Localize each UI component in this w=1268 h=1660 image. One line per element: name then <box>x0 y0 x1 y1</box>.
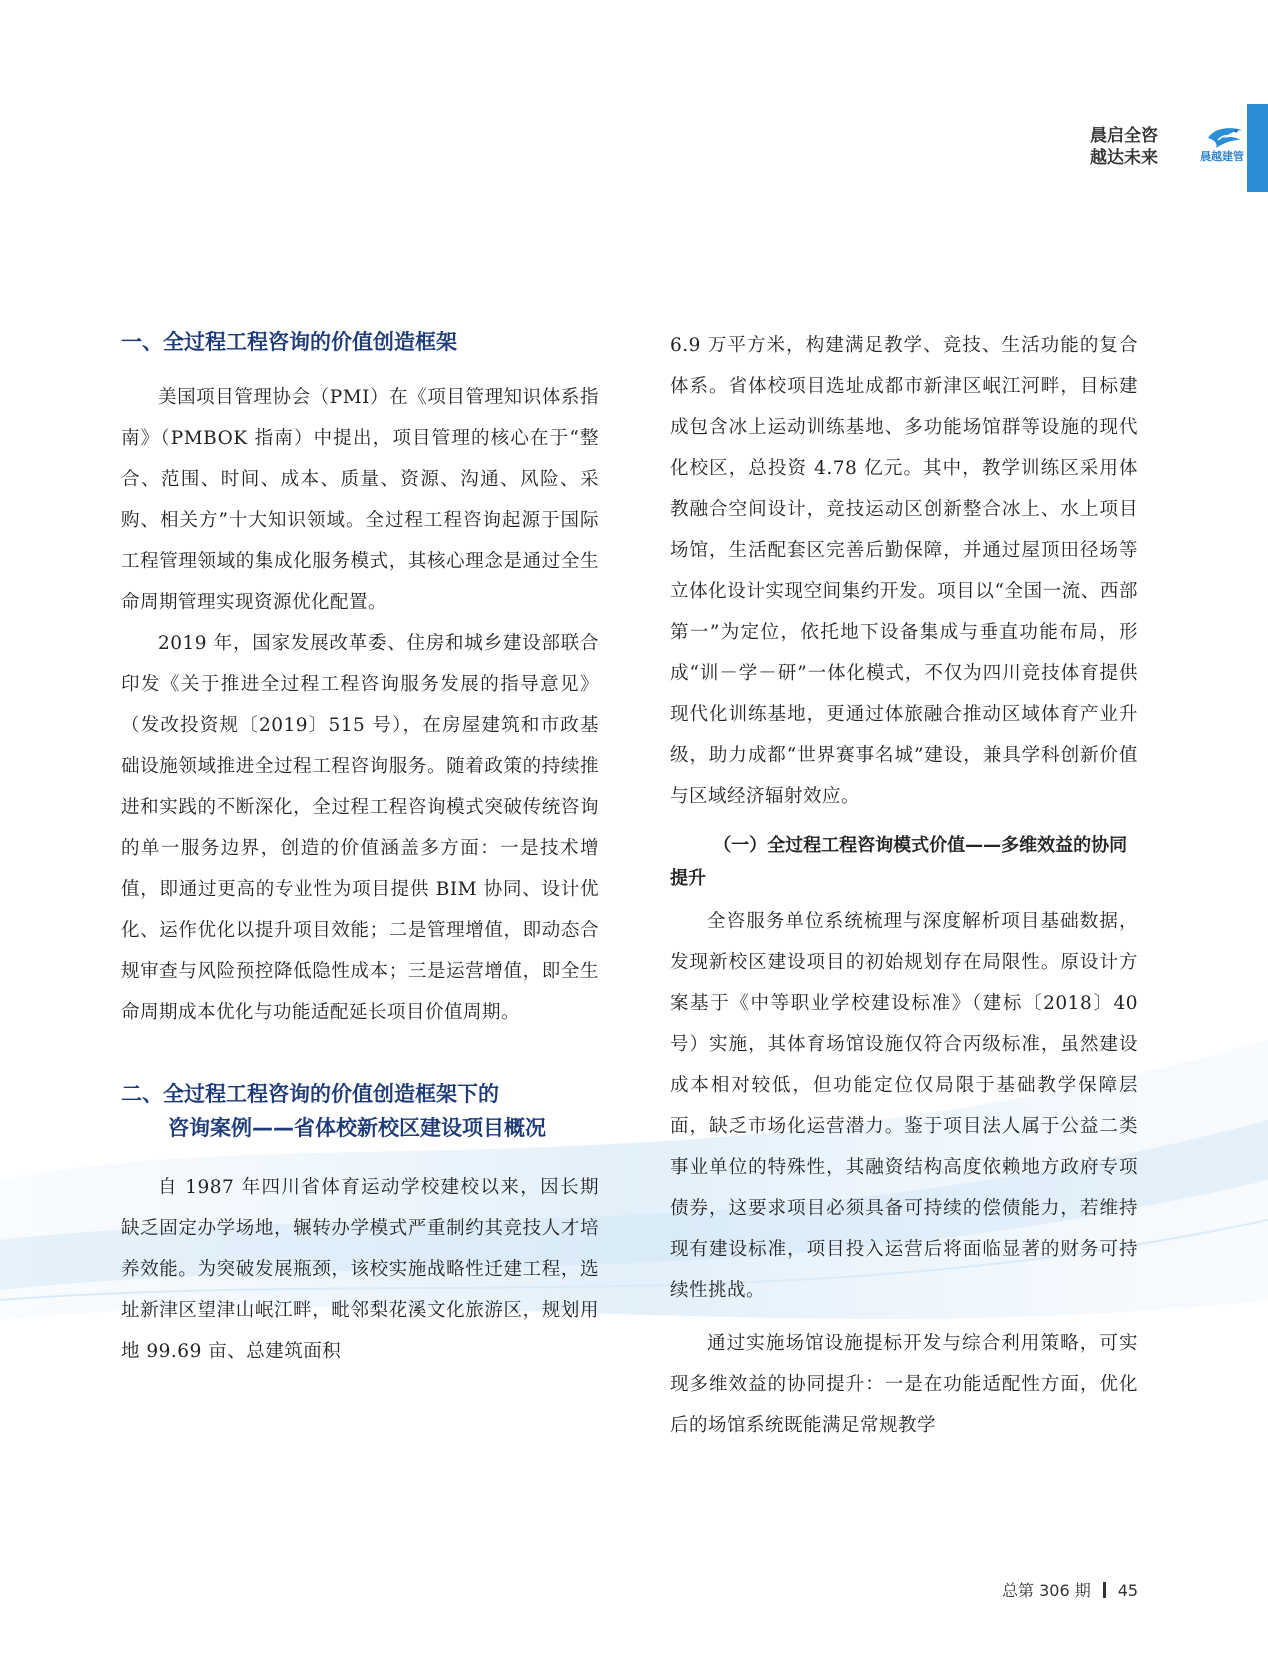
page-number: 45 <box>1117 1581 1139 1600</box>
right-column <box>670 325 1138 1446</box>
issue-number: 总第 306 期 <box>1002 1581 1091 1600</box>
subsection-1-paragraph-1: 全咨服务单位系统梳理与深度解析项目基础数据，发现新校区建设项目的初始规划存在局限性。原设计方案基于《中等职业学校建设标准》（建标〔2018〕40 号）实施，其体育场馆设施仅符合丙级标准，虽然建设成本相对较低，但功能定位仅局限于基础教学保障层面，缺乏市场化运营潜力。鉴于项目法人属于公益二类事业单位的特殊性，其融资结构高度依赖地方政府专项债券，这要求项目必须具备可持续的偿债能力，若维持现有建设标准，项目投入运营后将面临显著的财务可持续性挑战。 <box>670 911 1138 1301</box>
edge-tab-decoration <box>1247 104 1268 192</box>
section-1-paragraph-1: 美国项目管理协会（PMI）在《项目管理知识体系指南》（PMBOK 指南）中提出，项目管理的核心在于“整合、范围、时间、成本、质量、资源、沟通、风险、采购、相关方”十大知识领域。全过程工程咨询起源于国际工程管理领域的集成化服务模式，其核心理念是通过全生命周期管理实现资源优化配置。 <box>121 387 599 613</box>
section-2-title-line-2: 咨询案例——省体校新校区建设项目概况 <box>168 1116 546 1140</box>
page-footer <box>1002 1578 1138 1601</box>
section-2-title <box>121 1077 599 1145</box>
section-2-paragraph-left: 自 1987 年四川省体育运动学校建校以来，因长期缺乏固定办学场地，辗转办学模式严重制约其竞技人才培养效能。为突破发展瓶颈，该校实施战略性迁建工程，选址新津区望津山岷江畔，毗邻梨花溪文化旅游区，规划用地 99.69 亩、总建筑面积 <box>121 1177 599 1362</box>
tagline-line-1: 晨启全咨 <box>1090 126 1158 146</box>
section-1-title: 一、全过程工程咨询的价值创造框架 <box>121 330 457 354</box>
footer-divider <box>1103 1582 1106 1598</box>
tagline-line-2: 越达未来 <box>1090 148 1158 168</box>
logo-text: 晨越建管 <box>1200 150 1244 163</box>
header-tagline <box>1090 125 1190 169</box>
section-1-paragraph-2: 2019 年，国家发展改革委、住房和城乡建设部联合印发《关于推进全过程工程咨询服务发展的指导意见》（发改投资规〔2019〕515 号），在房屋建筑和市政基础设施领域推进全过程工程咨询服务。随着政策的持续推进和实践的不断深化，全过程工程咨询模式突破传统咨询的单一服务边界，创造的价值涵盖多方面：一是技术增值，即通过更高的专业性为项目提供 BIM 协同、设计优化、运作优化以提升项目效能；二是管理增值，即动态合规审查与风险预控降低隐性成本；三是运营增值，即全生命周期成本优化与功能适配延长项目价值周期。 <box>121 633 599 1023</box>
left-column <box>121 325 599 1372</box>
section-2-title-line-1: 二、全过程工程咨询的价值创造框架下的 <box>121 1082 499 1106</box>
subsection-1-paragraph-2: 通过实施场馆设施提标开发与综合利用策略，可实现多维效益的协同提升：一是在功能适配性方面，优化后的场馆系统既能满足常规教学 <box>670 1333 1138 1436</box>
section-2-paragraph-right: 6.9 万平方米，构建满足教学、竞技、生活功能的复合体系。省体校项目选址成都市新津区岷江河畔，目标建成包含冰上运动训练基地、多功能场馆群等设施的现代化校区，总投资 4.78 亿元。其中，教学训练区采用体教融合空间设计，竞技运动区创新整合冰上、水上项目场馆，生活配套区完善后勤保障，并通过屋顶田径场等立体化设计实现空间集约开发。项目以“全国一流、西部第一”为定位，依托地下设备集成与垂直功能布局，形成“训－学－研”一体化模式，不仅为四川竞技体育提供现代化训练基地，更通过体旅融合推动区域体育产业升级，助力成都“世界赛事名城”建设，兼具学科创新价值与区域经济辐射效应。 <box>670 335 1138 807</box>
subsection-1-title: （一）全过程工程咨询模式价值——多维效益的协同提升 <box>670 835 1128 889</box>
